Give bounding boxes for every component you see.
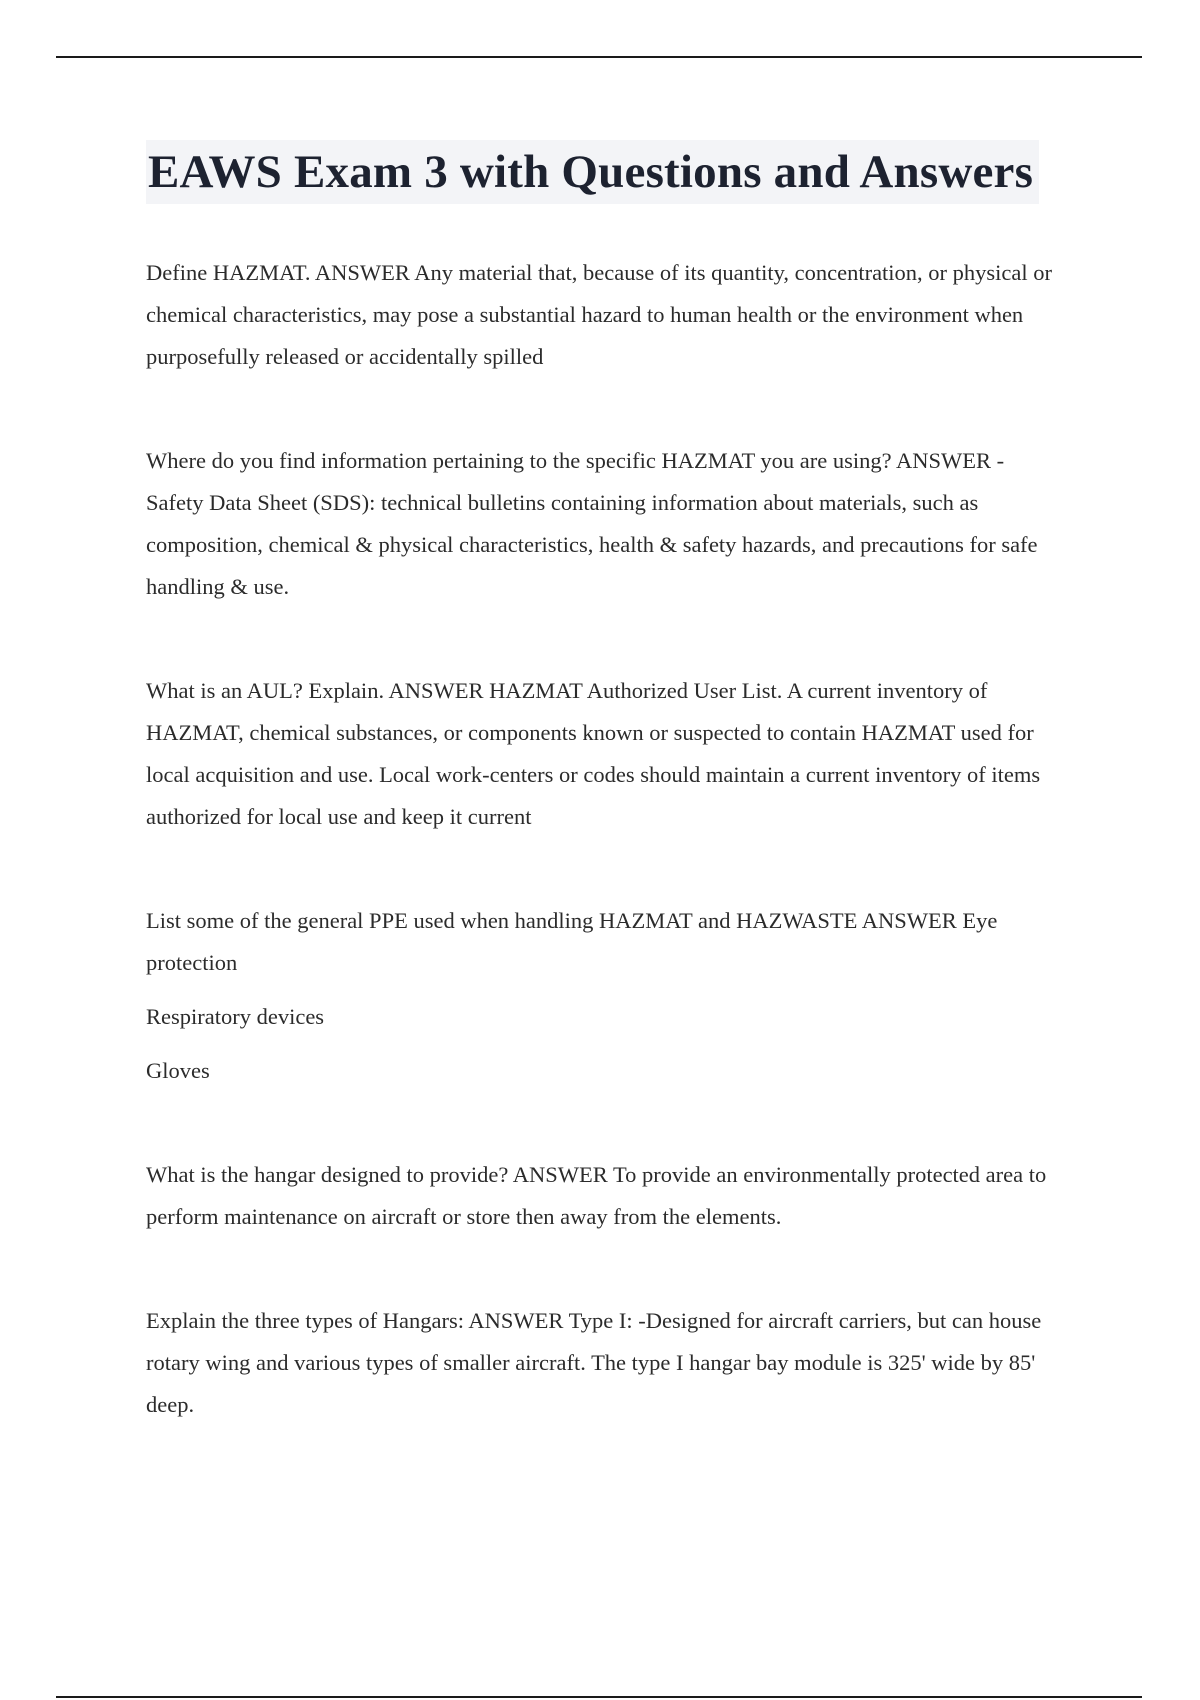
footer-rule <box>56 1696 1142 1698</box>
ppe-respiratory-devices: Respiratory devices <box>146 1004 325 1029</box>
qa-ppe: List some of the general PPE used when handling HAZMAT and HAZWASTE ANSWER Eye protection <box>146 908 998 975</box>
qa-aul: What is an AUL? Explain. ANSWER HAZMAT Authorized User List. A current inventory of HAZMAT, chemical substances, or components known or suspected to contain HAZMAT used for local acquisition and use. Local work-centers or codes should maintain a current inventory of items authorized for local use and keep it current <box>146 678 1041 829</box>
header-rule <box>56 56 1142 58</box>
ppe-gloves: Gloves <box>146 1058 210 1083</box>
qa-hangar-types: Explain the three types of Hangars: ANSWER Type I: -Designed for aircraft carriers, but can house rotary wing and various types of smaller aircraft. The type I hangar bay module is 325' wide by 85' deep. <box>146 1308 1042 1417</box>
document-title: EAWS Exam 3 with Questions and Answers <box>146 140 1039 204</box>
qa-hangar-purpose: What is the hangar designed to provide? ANSWER To provide an environmentally protected area to perform maintenance on aircraft or store then away from the elements. <box>146 1162 1047 1229</box>
qa-define-hazmat: Define HAZMAT. ANSWER Any material that, because of its quantity, concentration, or physical or chemical characteristics, may pose a substantial hazard to human health or the environment when purposefully released or accidentally spilled <box>146 260 1053 369</box>
qa-hazmat-information: Where do you find information pertaining to the specific HAZMAT you are using? ANSWER - Safety Data Sheet (SDS): technical bulletins containing information about materials, such as composition, chemical & physical characteristics, health & safety hazards, and precautions for safe handling & use. <box>146 448 1038 599</box>
document-page <box>146 140 1056 1426</box>
